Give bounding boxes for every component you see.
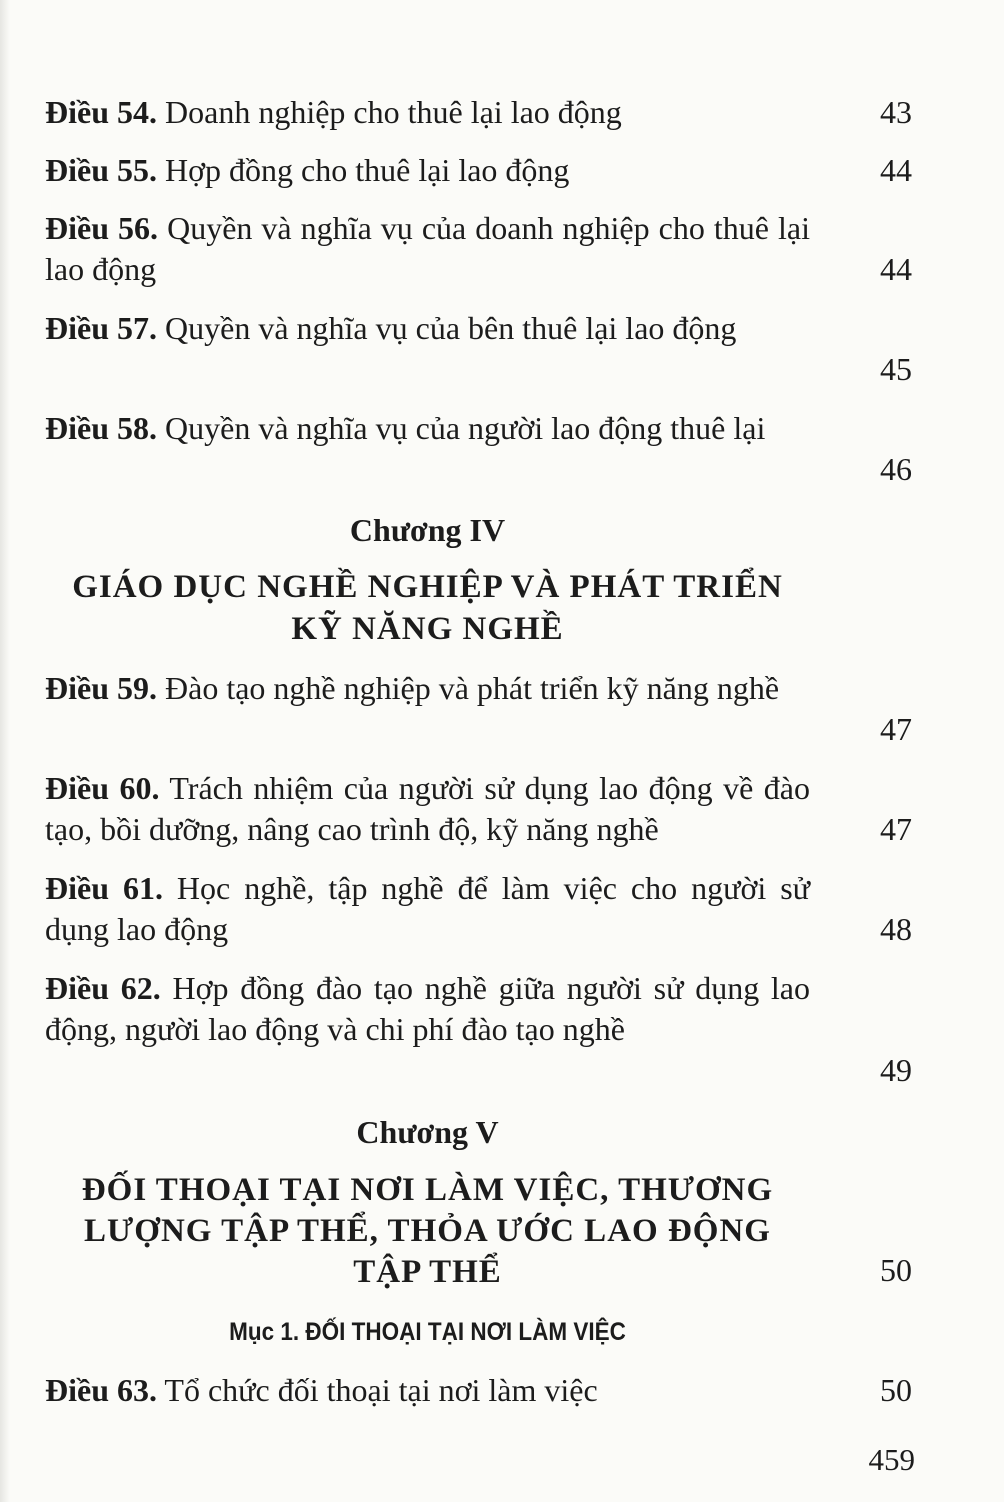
toc-entry-59[interactable]: [45, 668, 810, 709]
toc-entry-57[interactable]: [45, 308, 810, 349]
article-title: Doanh nghiệp cho thuê lại lao động: [157, 94, 622, 130]
article-label: Điều 61.: [45, 870, 163, 906]
page-number: 47: [880, 711, 912, 747]
page-number: 47: [880, 811, 912, 847]
toc-entry-56[interactable]: [45, 208, 810, 290]
article-label: Điều 63.: [45, 1372, 157, 1408]
article-label: Điều 55.: [45, 152, 157, 188]
chapter-heading: Chương IV: [349, 512, 506, 548]
toc-entry-62[interactable]: [45, 968, 810, 1050]
article-title: Học nghề, tập nghề để làm việc cho người sử dụng lao động: [45, 870, 811, 947]
article-label: Điều 56.: [45, 210, 159, 246]
article-label: Điều 54.: [45, 94, 157, 130]
page-number: 44: [880, 152, 912, 188]
page-number: 50: [880, 1252, 912, 1288]
toc-entry-63[interactable]: [45, 1370, 810, 1411]
page-number: 43: [880, 94, 912, 130]
chapter-title: LƯỢNG TẬP THỂ, THỎA ƯỚC LAO ĐỘNG: [84, 1213, 771, 1249]
article-label: Điều 60.: [45, 770, 160, 806]
page-spine-shadow: [0, 0, 10, 1502]
article-title: Quyền và nghĩa vụ của người lao động thuê lại: [157, 410, 766, 446]
article-title: Đào tạo nghề nghiệp và phát triển kỹ năng nghề: [157, 670, 780, 706]
page-number: 46: [880, 451, 912, 487]
page-number: 48: [880, 911, 912, 947]
section-heading: Mục 1. ĐỐI THOẠI TẠI NƠI LÀM VIỆC: [229, 1318, 626, 1346]
toc-entry-55[interactable]: [45, 150, 810, 191]
chapter-heading: Chương V: [356, 1114, 499, 1150]
article-label: Điều 58.: [45, 410, 157, 446]
toc-entry-61[interactable]: [45, 868, 810, 950]
folio-page-number: 459: [868, 1442, 915, 1477]
toc-entry-58[interactable]: [45, 408, 810, 449]
chapter-title: TẬP THỂ: [353, 1254, 502, 1290]
page-number: 49: [880, 1052, 912, 1088]
page-number: 50: [880, 1372, 912, 1408]
article-label: Điều 62.: [45, 970, 161, 1006]
article-title: Quyền và nghĩa vụ của doanh nghiệp cho thuê lại lao động: [45, 210, 811, 287]
chapter-title: GIÁO DỤC NGHỀ NGHIỆP VÀ PHÁT TRIỂN: [72, 569, 783, 605]
article-title: Hợp đồng cho thuê lại lao động: [157, 152, 570, 188]
chapter-title: KỸ NĂNG NGHỀ: [291, 611, 564, 647]
page-number: 45: [880, 351, 912, 387]
article-label: Điều 59.: [45, 670, 157, 706]
article-title: Trách nhiệm của người sử dụng lao động về đào tạo, bồi dưỡng, nâng cao trình độ, kỹ năng nghề: [45, 770, 811, 847]
chapter-title: ĐỐI THOẠI TẠI NƠI LÀM VIỆC, THƯƠNG: [81, 1172, 774, 1208]
toc-entry-54[interactable]: [45, 92, 810, 133]
page-number: 44: [880, 251, 912, 287]
article-label: Điều 57.: [45, 310, 157, 346]
article-title: Quyền và nghĩa vụ của bên thuê lại lao động: [157, 310, 737, 346]
article-title: Tổ chức đối thoại tại nơi làm việc: [157, 1372, 598, 1408]
toc-entry-60[interactable]: [45, 768, 810, 850]
article-title: Hợp đồng đào tạo nghề giữa người sử dụng lao động, người lao động và chi phí đào tạo nghề: [45, 970, 811, 1047]
